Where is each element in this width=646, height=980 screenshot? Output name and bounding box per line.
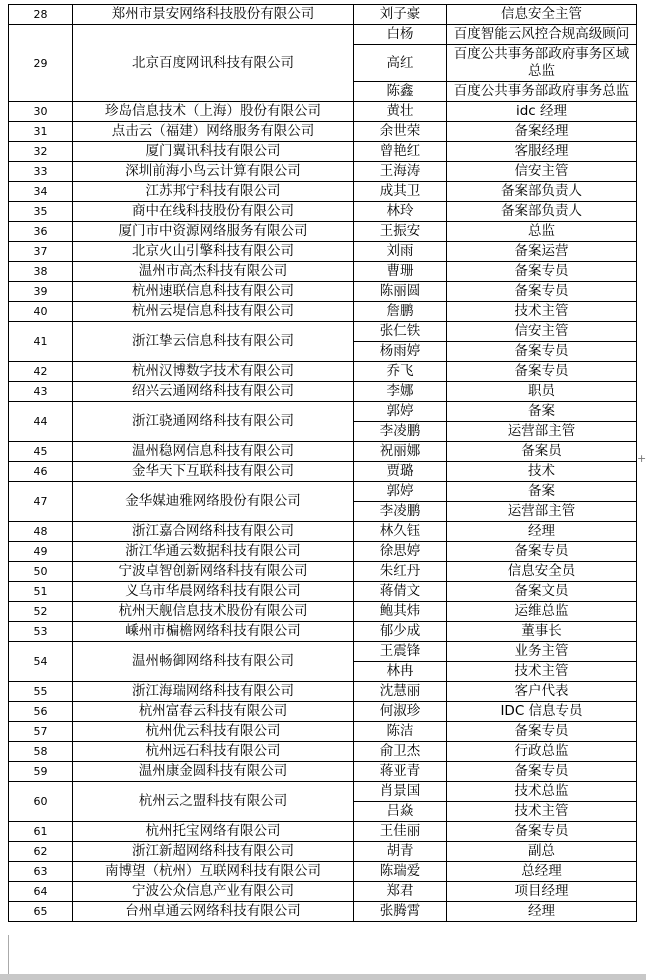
company-cell[interactable]: 浙江骁通网络科技有限公司	[73, 402, 354, 442]
row-number-cell[interactable]: 63	[9, 862, 73, 882]
horizontal-scrollbar[interactable]	[0, 974, 646, 980]
job-title-cell[interactable]: 信息安全员	[447, 562, 637, 582]
company-cell[interactable]: 深圳前海小鸟云计算有限公司	[73, 162, 354, 182]
job-title-cell[interactable]: 总监	[447, 222, 637, 242]
table-row	[9, 142, 637, 162]
contact-name-cell[interactable]: 王海涛	[354, 162, 447, 182]
job-title-cell[interactable]: 备案专员	[447, 342, 637, 362]
contact-name-cell[interactable]: 王佳丽	[354, 822, 447, 842]
company-cell[interactable]: 浙江华通云数据科技有限公司	[73, 542, 354, 562]
company-cell[interactable]: 金华天下互联科技有限公司	[73, 462, 354, 482]
table-row	[9, 162, 637, 182]
job-title-cell[interactable]: 备案专员	[447, 262, 637, 282]
row-number-cell[interactable]: 54	[9, 642, 73, 682]
row-number-cell[interactable]: 30	[9, 102, 73, 122]
job-title-cell[interactable]: 总经理	[447, 862, 637, 882]
table-row	[9, 702, 637, 722]
contact-name-cell[interactable]: 李娜	[354, 382, 447, 402]
job-title-cell[interactable]: 运维总监	[447, 602, 637, 622]
company-cell[interactable]: 厦门市中资源网络服务有限公司	[73, 222, 354, 242]
contact-name-cell[interactable]: 白杨	[354, 25, 447, 45]
table-row	[9, 562, 637, 582]
table-row	[9, 322, 637, 342]
contact-name-cell[interactable]: 鲍其炜	[354, 602, 447, 622]
row-number-cell[interactable]: 57	[9, 722, 73, 742]
table-row	[9, 622, 637, 642]
contact-name-cell[interactable]: 乔飞	[354, 362, 447, 382]
job-title-cell[interactable]: 客服经理	[447, 142, 637, 162]
job-title-cell[interactable]: 行政总监	[447, 742, 637, 762]
company-cell[interactable]: 浙江新超网络科技有限公司	[73, 842, 354, 862]
company-cell[interactable]: 杭州云堤信息科技有限公司	[73, 302, 354, 322]
company-cell[interactable]: 杭州远石科技有限公司	[73, 742, 354, 762]
row-number-cell[interactable]: 47	[9, 482, 73, 522]
company-cell[interactable]: 浙江海瑞网络科技有限公司	[73, 682, 354, 702]
row-number-cell[interactable]: 44	[9, 402, 73, 442]
job-title-cell[interactable]: 百度智能云风控合规高级顾问	[447, 25, 637, 45]
job-title-cell[interactable]: 信安主管	[447, 162, 637, 182]
row-number-cell[interactable]: 37	[9, 242, 73, 262]
company-cell[interactable]: 温州市高杰科技有限公司	[73, 262, 354, 282]
contact-name-cell[interactable]: 郭婷	[354, 402, 447, 422]
row-number-cell[interactable]: 52	[9, 602, 73, 622]
row-number-cell[interactable]: 49	[9, 542, 73, 562]
contact-name-cell[interactable]: 林久钰	[354, 522, 447, 542]
contact-name-cell[interactable]: 刘雨	[354, 242, 447, 262]
row-number-cell[interactable]: 58	[9, 742, 73, 762]
job-title-cell[interactable]: 备案文员	[447, 582, 637, 602]
contact-table	[8, 4, 637, 922]
table-row	[9, 5, 637, 25]
job-title-cell[interactable]: 技术总监	[447, 782, 637, 802]
table-row	[9, 522, 637, 542]
table-row	[9, 362, 637, 382]
company-cell[interactable]: 杭州云之盟科技有限公司	[73, 782, 354, 822]
page-edge	[0, 935, 9, 975]
row-number-cell[interactable]: 62	[9, 842, 73, 862]
table-row	[9, 202, 637, 222]
contact-name-cell[interactable]: 李凌鹏	[354, 502, 447, 522]
contact-name-cell[interactable]: 郭婷	[354, 482, 447, 502]
contact-name-cell[interactable]: 林冉	[354, 662, 447, 682]
table-row	[9, 782, 637, 802]
job-title-cell[interactable]: 百度公共事务部政府事务区域总监	[447, 45, 637, 82]
job-title-cell[interactable]: 备案专员	[447, 542, 637, 562]
table-row	[9, 462, 637, 482]
company-cell[interactable]: 温州畅御网络科技有限公司	[73, 642, 354, 682]
job-title-cell[interactable]: IDC 信息专员	[447, 702, 637, 722]
job-title-cell[interactable]: idc 经理	[447, 102, 637, 122]
table-row	[9, 742, 637, 762]
table-row	[9, 682, 637, 702]
company-cell[interactable]: 浙江嘉合网络科技有限公司	[73, 522, 354, 542]
row-number-cell[interactable]: 48	[9, 522, 73, 542]
company-cell[interactable]: 点击云（福建）网络服务有限公司	[73, 122, 354, 142]
job-title-cell[interactable]: 备案专员	[447, 822, 637, 842]
table-row	[9, 262, 637, 282]
contact-name-cell[interactable]: 余世荣	[354, 122, 447, 142]
table-row	[9, 642, 637, 662]
company-cell[interactable]: 宁波公众信息产业有限公司	[73, 882, 354, 902]
job-title-cell[interactable]: 备案运营	[447, 242, 637, 262]
row-number-cell[interactable]: 38	[9, 262, 73, 282]
contact-name-cell[interactable]: 陈洁	[354, 722, 447, 742]
row-number-cell[interactable]: 65	[9, 902, 73, 922]
contact-name-cell[interactable]: 陈鑫	[354, 82, 447, 102]
company-cell[interactable]: 杭州优云科技有限公司	[73, 722, 354, 742]
job-title-cell[interactable]: 备案	[447, 482, 637, 502]
contact-name-cell[interactable]: 沈慧丽	[354, 682, 447, 702]
contact-name-cell[interactable]: 蒋倩文	[354, 582, 447, 602]
contact-name-cell[interactable]: 陈瑞爱	[354, 862, 447, 882]
row-number-cell[interactable]: 61	[9, 822, 73, 842]
contact-name-cell[interactable]: 徐思婷	[354, 542, 447, 562]
contact-name-cell[interactable]: 刘子豪	[354, 5, 447, 25]
company-cell[interactable]: 南博望（杭州）互联网科技有限公司	[73, 862, 354, 882]
job-title-cell[interactable]: 备案专员	[447, 282, 637, 302]
job-title-cell[interactable]: 备案经理	[447, 122, 637, 142]
row-number-cell[interactable]: 42	[9, 362, 73, 382]
company-cell[interactable]: 温州稳网信息科技有限公司	[73, 442, 354, 462]
company-cell[interactable]: 杭州汉博数字技术有限公司	[73, 362, 354, 382]
job-title-cell[interactable]: 备案部负责人	[447, 202, 637, 222]
row-number-cell[interactable]: 31	[9, 122, 73, 142]
table-row	[9, 122, 637, 142]
job-title-cell[interactable]: 董事长	[447, 622, 637, 642]
contact-name-cell[interactable]: 曾艳红	[354, 142, 447, 162]
table-row	[9, 382, 637, 402]
job-title-cell[interactable]: 职员	[447, 382, 637, 402]
table-row	[9, 242, 637, 262]
row-number-cell[interactable]: 29	[9, 25, 73, 102]
job-title-cell[interactable]: 备案员	[447, 442, 637, 462]
table-row	[9, 822, 637, 842]
company-cell[interactable]: 宁波卓智创新网络科技有限公司	[73, 562, 354, 582]
job-title-cell[interactable]: 技术主管	[447, 302, 637, 322]
job-title-cell[interactable]: 备案专员	[447, 762, 637, 782]
table-row	[9, 602, 637, 622]
table-row	[9, 722, 637, 742]
job-title-cell[interactable]: 运营部主管	[447, 502, 637, 522]
contact-name-cell[interactable]: 贾璐	[354, 462, 447, 482]
row-number-cell[interactable]: 46	[9, 462, 73, 482]
company-cell[interactable]: 北京火山引擎科技有限公司	[73, 242, 354, 262]
contact-name-cell[interactable]: 何淑珍	[354, 702, 447, 722]
company-cell[interactable]: 杭州天舰信息技术股份有限公司	[73, 602, 354, 622]
job-title-cell[interactable]: 备案	[447, 402, 637, 422]
company-cell[interactable]: 义乌市华晨网络科技有限公司	[73, 582, 354, 602]
contact-name-cell[interactable]: 詹鹏	[354, 302, 447, 322]
contact-name-cell[interactable]: 肖景国	[354, 782, 447, 802]
row-number-cell[interactable]: 59	[9, 762, 73, 782]
contact-name-cell[interactable]: 黄壮	[354, 102, 447, 122]
row-number-cell[interactable]: 53	[9, 622, 73, 642]
job-title-cell[interactable]: 信安主管	[447, 322, 637, 342]
row-number-cell[interactable]: 28	[9, 5, 73, 25]
job-title-cell[interactable]: 备案部负责人	[447, 182, 637, 202]
row-number-cell[interactable]: 60	[9, 782, 73, 822]
company-cell[interactable]: 厦门翼讯科技有限公司	[73, 142, 354, 162]
table-row	[9, 542, 637, 562]
table-row	[9, 282, 637, 302]
contact-name-cell[interactable]: 陈丽圆	[354, 282, 447, 302]
job-title-cell[interactable]: 备案专员	[447, 362, 637, 382]
row-number-cell[interactable]: 50	[9, 562, 73, 582]
company-cell[interactable]: 杭州托宝网络有限公司	[73, 822, 354, 842]
table-row	[9, 182, 637, 202]
table-row	[9, 102, 637, 122]
row-number-cell[interactable]: 33	[9, 162, 73, 182]
row-number-cell[interactable]: 55	[9, 682, 73, 702]
table-row	[9, 762, 637, 782]
job-title-cell[interactable]: 百度公共事务部政府事务总监	[447, 82, 637, 102]
contact-name-cell[interactable]: 高红	[354, 45, 447, 82]
company-cell[interactable]: 江苏邦宁科技有限公司	[73, 182, 354, 202]
row-number-cell[interactable]: 56	[9, 702, 73, 722]
contact-name-cell[interactable]: 胡青	[354, 842, 447, 862]
table-row	[9, 582, 637, 602]
contact-name-cell[interactable]: 郑君	[354, 882, 447, 902]
table-row	[9, 862, 637, 882]
contact-name-cell[interactable]: 王振安	[354, 222, 447, 242]
contact-name-cell[interactable]: 曹珊	[354, 262, 447, 282]
table-row	[9, 902, 637, 922]
contact-name-cell[interactable]: 俞卫杰	[354, 742, 447, 762]
contact-name-cell[interactable]: 蒋亚青	[354, 762, 447, 782]
company-cell[interactable]: 绍兴云通网络科技有限公司	[73, 382, 354, 402]
company-cell[interactable]: 浙江挚云信息科技有限公司	[73, 322, 354, 362]
contact-name-cell[interactable]: 张腾霄	[354, 902, 447, 922]
contact-name-cell[interactable]: 成其卫	[354, 182, 447, 202]
row-number-cell[interactable]: 51	[9, 582, 73, 602]
company-cell[interactable]: 商中在线科技股份有限公司	[73, 202, 354, 222]
company-cell[interactable]: 杭州富春云科技有限公司	[73, 702, 354, 722]
contact-name-cell[interactable]: 林玲	[354, 202, 447, 222]
row-number-cell[interactable]: 39	[9, 282, 73, 302]
table-row	[9, 25, 637, 45]
contact-name-cell[interactable]: 朱红丹	[354, 562, 447, 582]
company-cell[interactable]: 温州康金圆科技有限公司	[73, 762, 354, 782]
contact-name-cell[interactable]: 张仁铁	[354, 322, 447, 342]
row-number-cell[interactable]: 36	[9, 222, 73, 242]
job-title-cell[interactable]: 技术主管	[447, 662, 637, 682]
company-cell[interactable]: 杭州速联信息科技有限公司	[73, 282, 354, 302]
table-row	[9, 222, 637, 242]
company-cell[interactable]: 金华媒迪雅网络股份有限公司	[73, 482, 354, 522]
job-title-cell[interactable]: 经理	[447, 902, 637, 922]
job-title-cell[interactable]: 经理	[447, 522, 637, 542]
row-number-cell[interactable]: 45	[9, 442, 73, 462]
contact-name-cell[interactable]: 祝丽娜	[354, 442, 447, 462]
table-row	[9, 842, 637, 862]
contact-name-cell[interactable]: 吕焱	[354, 802, 447, 822]
job-title-cell[interactable]: 备案专员	[447, 722, 637, 742]
company-cell[interactable]: 台州卓通云网络科技有限公司	[73, 902, 354, 922]
job-title-cell[interactable]: 客户代表	[447, 682, 637, 702]
job-title-cell[interactable]: 副总	[447, 842, 637, 862]
table-row	[9, 882, 637, 902]
contact-name-cell[interactable]: 李凌鹏	[354, 422, 447, 442]
row-number-cell[interactable]: 32	[9, 142, 73, 162]
table-row	[9, 302, 637, 322]
row-number-cell[interactable]: 43	[9, 382, 73, 402]
company-cell[interactable]: 郑州市景安网络科技股份有限公司	[73, 5, 354, 25]
table-row	[9, 402, 637, 422]
company-cell[interactable]: 嵊州市楄檐网络科技有限公司	[73, 622, 354, 642]
row-number-cell[interactable]: 34	[9, 182, 73, 202]
job-title-cell[interactable]: 业务主管	[447, 642, 637, 662]
contact-name-cell[interactable]: 王震锋	[354, 642, 447, 662]
job-title-cell[interactable]: 技术	[447, 462, 637, 482]
row-number-cell[interactable]: 41	[9, 322, 73, 362]
table-row	[9, 482, 637, 502]
job-title-cell[interactable]: 项目经理	[447, 882, 637, 902]
expand-marker-icon[interactable]: +	[637, 452, 646, 465]
job-title-cell[interactable]: 信息安全主管	[447, 5, 637, 25]
contact-name-cell[interactable]: 郁少成	[354, 622, 447, 642]
row-number-cell[interactable]: 40	[9, 302, 73, 322]
job-title-cell[interactable]: 运营部主管	[447, 422, 637, 442]
row-number-cell[interactable]: 64	[9, 882, 73, 902]
job-title-cell[interactable]: 技术主管	[447, 802, 637, 822]
company-cell[interactable]: 珍岛信息技术（上海）股份有限公司	[73, 102, 354, 122]
contact-table-body	[9, 5, 637, 922]
table-row	[9, 442, 637, 462]
company-cell[interactable]: 北京百度网讯科技有限公司	[73, 25, 354, 102]
contact-name-cell[interactable]: 杨雨婷	[354, 342, 447, 362]
row-number-cell[interactable]: 35	[9, 202, 73, 222]
